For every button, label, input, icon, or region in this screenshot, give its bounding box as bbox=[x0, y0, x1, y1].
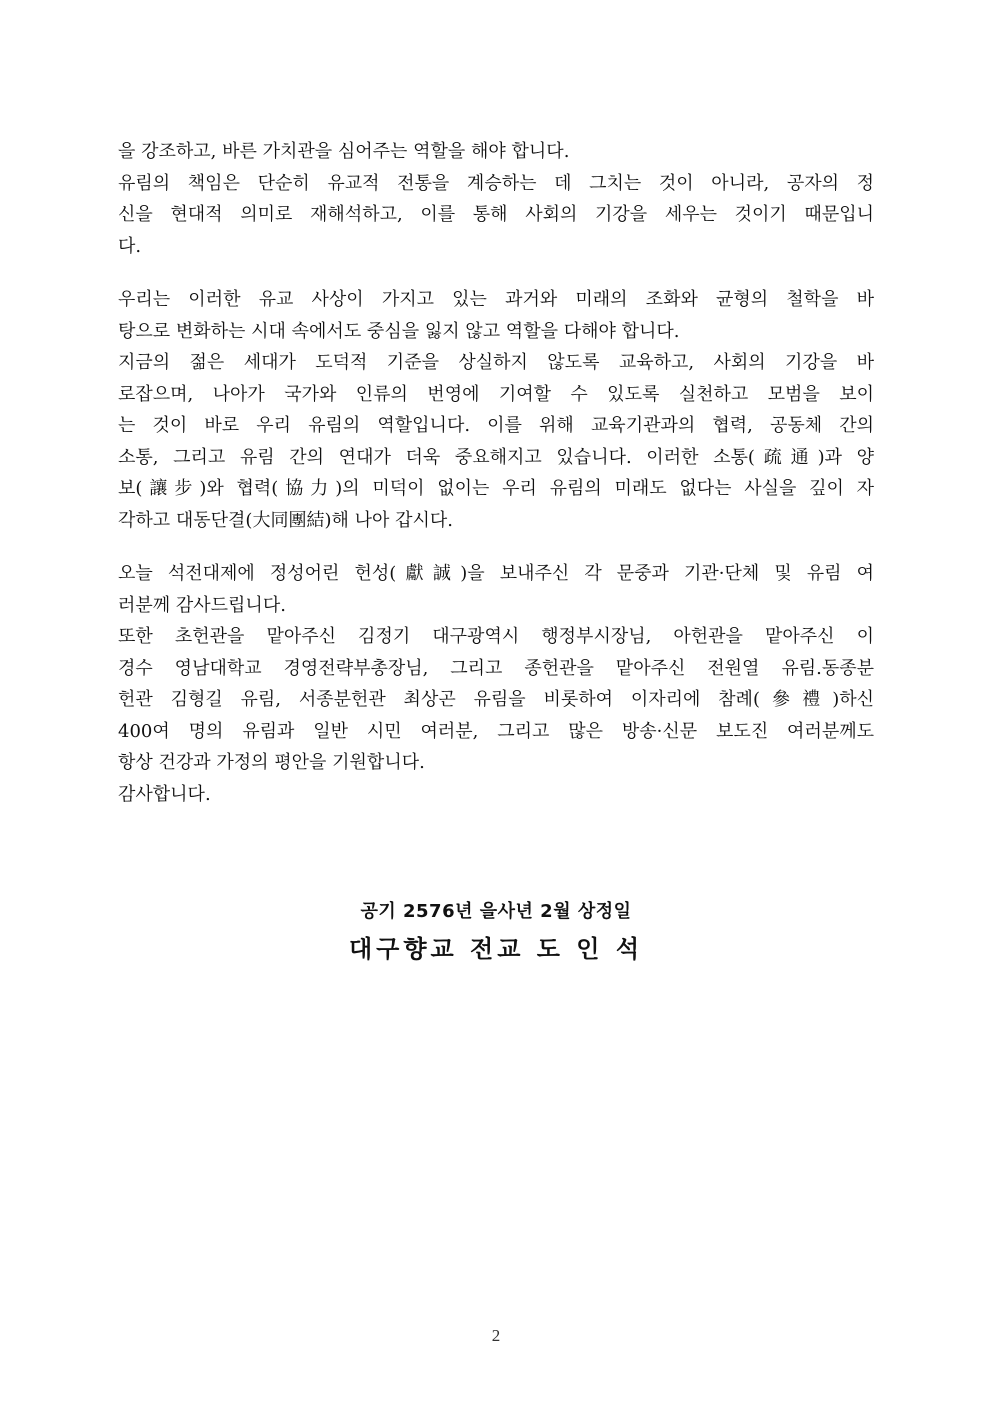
signature-name: 대구향교 전교 도 인 석 bbox=[348, 934, 644, 963]
text-line: 보(讓步)와 협력(協力)의 미덕이 없이는 우리 유림의 미래도 없다는 사실을 깊이 자 bbox=[118, 478, 874, 499]
text-line: 탕으로 변화하는 시대 속에서도 중심을 잃지 않고 역할을 다해야 합니다. bbox=[118, 320, 680, 342]
document-body bbox=[118, 136, 874, 810]
text-line: 헌관 김형길 유림, 서종분헌관 최상곤 유림을 비롯하여 이자리에 참례(參禮)하신 bbox=[118, 689, 874, 710]
text-line: 400여 명의 유림과 일반 시민 여러분, 그리고 많은 방송·신문 보도진 여러분께도 bbox=[118, 720, 874, 742]
text-line: 러분께 감사드립니다. bbox=[118, 594, 286, 616]
text-line: 항상 건강과 가정의 평안을 기원합니다. bbox=[118, 752, 425, 773]
text-line: 는 것이 바로 우리 유림의 역할입니다. 이를 위해 교육기관과의 협력, 공동체 간의 bbox=[118, 415, 874, 436]
page-number: 2 bbox=[491, 1326, 501, 1345]
text-line: 또한 초헌관을 맡아주신 김정기 대구광역시 행정부시장님, 아헌관을 맡아주신 이 bbox=[118, 626, 874, 647]
text-line: 을 강조하고, 바른 가치관을 심어주는 역할을 해야 합니다. bbox=[118, 141, 570, 162]
paragraph-gap bbox=[118, 536, 874, 558]
paragraph bbox=[118, 779, 874, 811]
text-line: 오늘 석전대제에 정성어린 헌성(獻誠)을 보내주신 각 문중과 기관·단체 및 유림 여 bbox=[118, 563, 874, 584]
text-line: 로잡으며, 나아가 국가와 인류의 번영에 기여할 수 있도록 실천하고 모범을 보이 bbox=[118, 383, 874, 405]
paragraph bbox=[118, 168, 874, 263]
paragraph bbox=[118, 621, 874, 779]
text-line: 소통, 그리고 유림 간의 연대가 더욱 중요해지고 있습니다. 이러한 소통(疏通)과 양 bbox=[118, 446, 874, 468]
text-line: 감사합니다. bbox=[118, 783, 211, 805]
text-line: 지금의 젊은 세대가 도덕적 기준을 상실하지 않도록 교육하고, 사회의 기강을 바 bbox=[118, 352, 874, 373]
text-line: 경수 영남대학교 경영전략부총장님, 그리고 종헌관을 맡아주신 전원열 유림.동종분 bbox=[118, 657, 874, 679]
text-line: 각하고 대동단결(大同團結)해 나아 갑시다. bbox=[118, 509, 453, 531]
signature-date: 공기 2576년 을사년 2월 상정일 bbox=[360, 901, 632, 922]
text-line: 유림의 책임은 단순히 유교적 전통을 계승하는 데 그치는 것이 아니라, 공자의 정 bbox=[118, 172, 874, 194]
text-line: 신을 현대적 의미로 재해석하고, 이를 통해 사회의 기강을 세우는 것이기 때문입니 bbox=[118, 204, 874, 225]
text-line: 다. bbox=[118, 235, 142, 257]
paragraph bbox=[118, 284, 874, 347]
paragraph-gap bbox=[118, 262, 874, 284]
text-line: 우리는 이러한 유교 사상이 가지고 있는 과거와 미래의 조화와 균형의 철학을 바 bbox=[118, 289, 874, 310]
paragraph bbox=[118, 558, 874, 621]
paragraph bbox=[118, 136, 874, 168]
paragraph bbox=[118, 347, 874, 536]
